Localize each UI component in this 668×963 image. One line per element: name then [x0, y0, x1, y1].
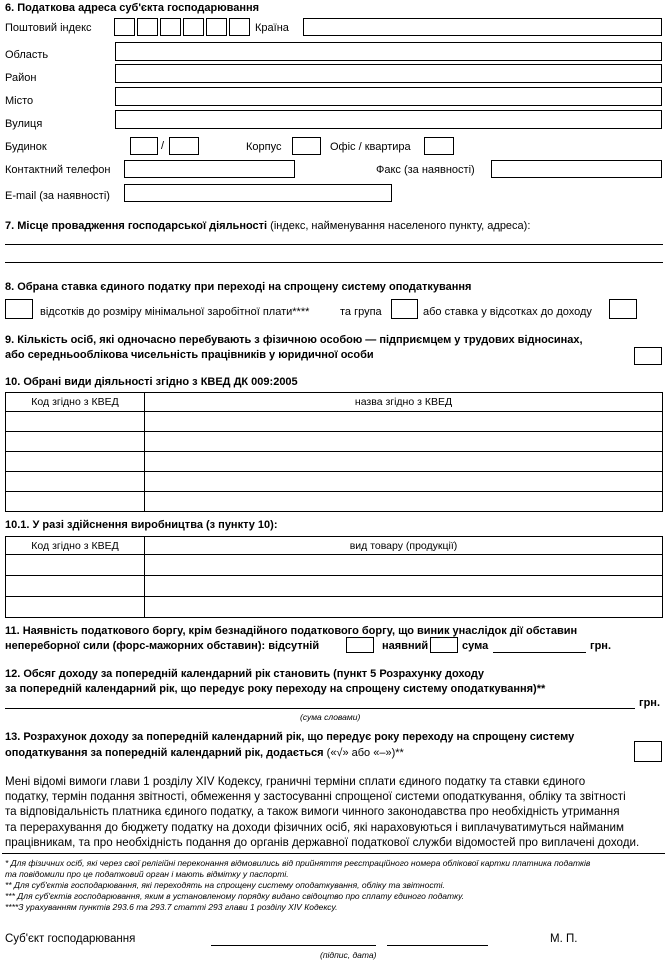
building-label: Корпус — [246, 141, 282, 153]
footnotes — [5, 858, 665, 913]
footnote-1a: * Для фізичних осіб, які через свої релігійні переконання відмовились від прийняття реєстраційного номера облікової картки платника податків — [5, 858, 591, 868]
postal-index-cell-5[interactable] — [206, 18, 227, 36]
declaration-line: та перерахування до бюджету податку на доходи фізичних осіб, які нараховуються і виплачуватимуться найманим — [5, 820, 624, 834]
district-field[interactable] — [115, 64, 662, 83]
address-line-1[interactable] — [5, 244, 663, 245]
table-header-row — [6, 393, 663, 412]
kved-name-cell[interactable] — [145, 492, 663, 512]
district-label: Район — [5, 72, 37, 84]
stamp-label: М. П. — [550, 933, 578, 945]
table-header-row — [6, 537, 663, 555]
kved-code-header: Код згідно з КВЕД — [6, 393, 145, 412]
kved-name-cell[interactable] — [145, 452, 663, 472]
group-label: та група — [340, 306, 382, 318]
section-7-title — [5, 220, 530, 232]
section-7-title-bold: 7. Місце провадження господарської діяльності — [5, 220, 268, 232]
office-label: Офіс / квартира — [330, 141, 411, 153]
phone-label: Контактний телефон — [5, 164, 111, 176]
debt-present-field[interactable] — [430, 637, 458, 653]
city-field[interactable] — [115, 87, 662, 106]
production-code-cell[interactable] — [6, 555, 145, 576]
fax-field[interactable] — [491, 160, 662, 178]
signature-caption: (підпис, дата) — [320, 950, 377, 960]
house-field[interactable] — [130, 137, 158, 155]
kved-code-cell[interactable] — [6, 412, 145, 432]
signature-line[interactable] — [211, 945, 376, 946]
postal-index-cell-2[interactable] — [137, 18, 158, 36]
footnote-4: ****З урахуванням пунктів 293.6 та 293.7 статті 293 глави 1 розділу XIV Кодексу. — [5, 902, 338, 912]
declaration-text — [5, 774, 665, 850]
table-row — [6, 452, 663, 472]
section-6-title: 6. Податкова адреса суб'єкта господарювання — [5, 2, 260, 14]
postal-index-label: Поштовий індекс — [5, 22, 92, 34]
postal-index-cell-3[interactable] — [160, 18, 181, 36]
section-11-line-2: непереборної сили (форс-мажорних обставин): відсутній — [5, 640, 320, 652]
section-10-title: 10. Обрані види діяльності згідно з КВЕД ДК 009:2005 — [5, 376, 298, 388]
postal-index-cell-1[interactable] — [114, 18, 135, 36]
table-row — [6, 492, 663, 512]
income-uah-label: грн. — [639, 697, 661, 709]
income-amount-line[interactable] — [5, 708, 635, 709]
footnote-2: ** Для суб'єктів господарювання, які переходять на спрощену систему оподаткування, обліку та звітності. — [5, 880, 445, 890]
rate-income-field[interactable] — [609, 299, 637, 319]
footnote-divider — [2, 853, 665, 854]
postal-index-cell-6[interactable] — [229, 18, 250, 36]
rate-min-wage-field[interactable] — [5, 299, 33, 319]
production-goods-cell[interactable] — [145, 555, 663, 576]
table-row — [6, 412, 663, 432]
declaration-line: податку, термін подання звітності, обмеження у застосуванні спрощеної системи оподаткування, обліку та звітності — [5, 790, 626, 804]
street-field[interactable] — [115, 110, 662, 129]
debt-absent-field[interactable] — [346, 637, 374, 653]
email-field[interactable] — [124, 184, 392, 202]
country-label: Країна — [255, 22, 289, 34]
footnote-3: *** Для суб'єктів господарювання, яким в установленому порядку видано свідоцтво про сплату єдиного податку. — [5, 891, 465, 901]
signature-date-line[interactable] — [387, 945, 488, 946]
section-13-line-2-rest: («√» або «–»)** — [323, 747, 404, 759]
production-code-cell[interactable] — [6, 597, 145, 618]
employee-count-field[interactable] — [634, 347, 662, 365]
region-field[interactable] — [115, 42, 662, 61]
postal-index-cell-4[interactable] — [183, 18, 204, 36]
income-attached-checkbox[interactable] — [634, 741, 662, 762]
kved-table — [5, 392, 663, 512]
building-field[interactable] — [292, 137, 321, 155]
house-label: Будинок — [5, 141, 47, 153]
kved-name-header: назва згідно з КВЕД — [145, 393, 663, 412]
city-label: Місто — [5, 95, 34, 107]
table-row — [6, 597, 663, 618]
rate-income-label: або ставка у відсотках до доходу — [423, 306, 592, 318]
section-7-title-rest: (індекс, найменування населеного пункту, адреса): — [267, 220, 531, 232]
section-13-line-2-bold: оподаткування за попередній календарний рік, додається — [5, 747, 324, 759]
kved-code-cell[interactable] — [6, 472, 145, 492]
section-13-line-2 — [5, 747, 404, 759]
address-line-2[interactable] — [5, 262, 663, 263]
section-8-title: 8. Обрана ставка єдиного податку при переході на спрощену систему оподаткування — [5, 281, 472, 293]
rate-min-wage-label: відсотків до розміру мінімальної заробітної плати**** — [40, 306, 310, 318]
declaration-line: Мені відомі вимоги глави 1 розділу XIV Кодексу, граничні терміни сплати єдиного податку та ставки єдиного — [5, 775, 586, 788]
kved-name-cell[interactable] — [145, 412, 663, 432]
debt-sum-line[interactable] — [493, 652, 586, 653]
debt-sum-label: сума — [462, 640, 489, 652]
production-table — [5, 536, 663, 618]
kved-code-cell[interactable] — [6, 432, 145, 452]
table-row — [6, 555, 663, 576]
debt-present-label: наявний — [382, 640, 429, 652]
office-field[interactable] — [424, 137, 454, 155]
kved-name-cell[interactable] — [145, 432, 663, 452]
country-field[interactable] — [303, 18, 662, 36]
kved-name-cell[interactable] — [145, 472, 663, 492]
fax-label: Факс (за наявності) — [376, 164, 475, 176]
production-goods-cell[interactable] — [145, 576, 663, 597]
table-row — [6, 576, 663, 597]
declaration-line: та відповідальність платника єдиного податку, а також вимоги чинного законодавства про необхідність утримання — [5, 805, 620, 819]
production-code-header: Код згідно з КВЕД — [6, 537, 145, 555]
production-code-cell[interactable] — [6, 576, 145, 597]
kved-code-cell[interactable] — [6, 492, 145, 512]
street-label: Вулиця — [5, 118, 43, 130]
kved-code-cell[interactable] — [6, 452, 145, 472]
production-goods-cell[interactable] — [145, 597, 663, 618]
section-12-line-2: за попередній календарний рік, що передує року переходу на спрощену систему оподаткування)** — [5, 683, 546, 695]
signature-label: Суб'єкт господарювання — [5, 933, 136, 945]
section-11-line-1: 11. Наявність податкового боргу, крім безнадійного податкового боргу, що виник унаслідок дії обставин — [5, 625, 578, 637]
email-label: E-mail (за наявності) — [5, 190, 110, 202]
house-fraction-field[interactable] — [169, 137, 199, 155]
group-field[interactable] — [391, 299, 418, 319]
production-goods-header: вид товару (продукції) — [145, 537, 663, 555]
debt-uah-label: грн. — [590, 640, 612, 652]
table-row — [6, 472, 663, 492]
sum-in-words-caption: (сума словами) — [300, 712, 361, 722]
section-9-line-2: або середньооблікова чисельність працівників у юридичної особи — [5, 349, 374, 361]
house-slash: / — [161, 140, 165, 152]
section-9-line-1: 9. Кількість осіб, які одночасно перебувають з фізичною особою — підприємцем у трудових відносинах, — [5, 334, 583, 346]
section-13-line-1: 13. Розрахунок доходу за попередній календарний рік, що передує року переходу на спрощену систему — [5, 731, 575, 743]
section-10-1-title: 10.1. У разі здійснення виробництва (з пункту 10): — [5, 519, 278, 531]
section-12-line-1: 12. Обсяг доходу за попередній календарний рік становить (пункт 5 Розрахунку доходу — [5, 668, 485, 680]
footnote-1b: та повідомили про це податковий орган і мають відмітку у паспорті. — [5, 869, 289, 879]
phone-field[interactable] — [124, 160, 295, 178]
table-row — [6, 432, 663, 452]
region-label: Область — [5, 49, 49, 61]
declaration-line: працівникам, та про необхідність подання до органів державної податкової служби відомостей про виплачені доходи. — [5, 835, 640, 849]
